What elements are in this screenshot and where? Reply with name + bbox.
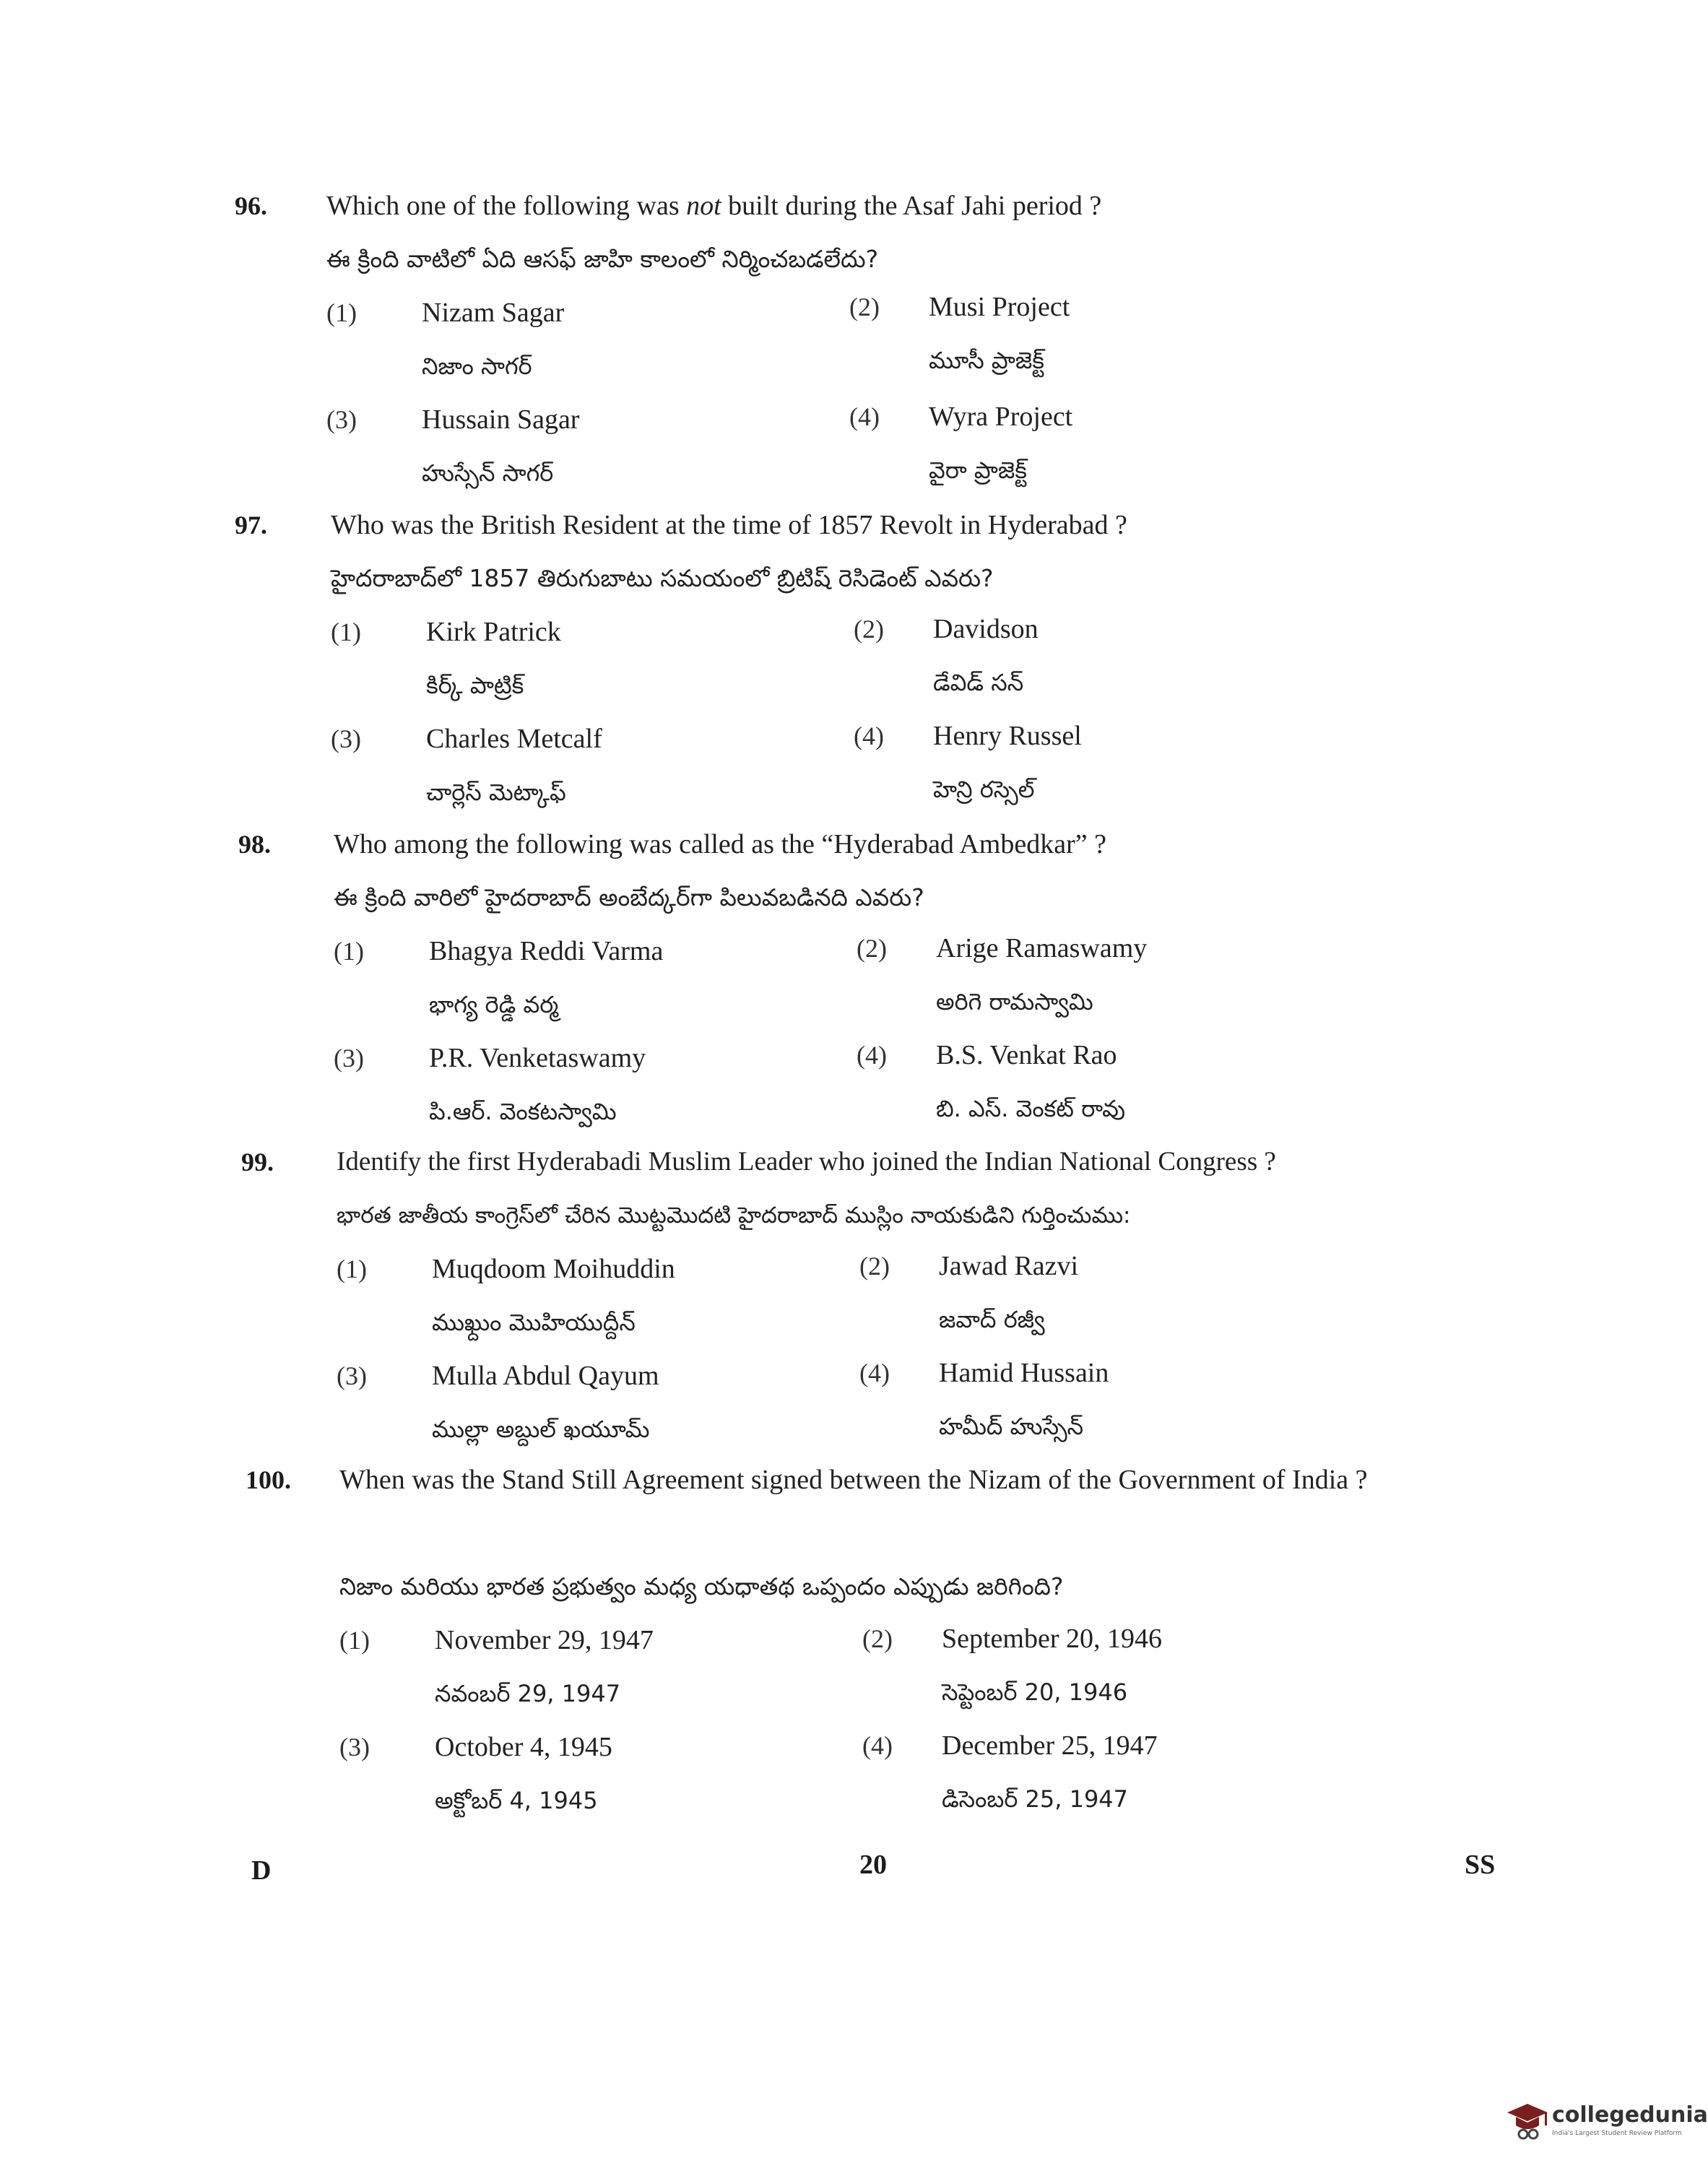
option-2[interactable] — [859, 1239, 1437, 1348]
option-text: Wyra Project — [929, 402, 1073, 432]
option-text: Mulla Abdul Qayum — [432, 1361, 659, 1391]
option-text-telugu: అరిగె రామస్వామి — [936, 988, 1093, 1015]
watermark-brand: collegedunia — [1552, 2102, 1708, 2128]
footer-left-code: D — [251, 1855, 272, 1886]
option-3[interactable] — [337, 1349, 914, 1457]
option-text-telugu: చార్లెస్ మెట్కాఫ్ — [426, 779, 566, 806]
option-text: Jawad Razvi — [939, 1251, 1079, 1281]
option-number: (1) — [331, 618, 361, 646]
question-number: 98. — [238, 830, 271, 859]
emphasis-not: not — [686, 191, 721, 221]
question-text: Identify the first Hyderabadi Muslim Leader who joined the Indian National Congress ? — [337, 1147, 1276, 1176]
option-3[interactable] — [326, 393, 904, 501]
option-number: (1) — [334, 937, 364, 966]
question-number: 96. — [235, 191, 267, 220]
option-text-telugu: మూసీ ప్రాజెక్ట్ — [929, 347, 1044, 374]
collegedunia-watermark — [1506, 2098, 1708, 2149]
question-number: 100. — [246, 1465, 291, 1494]
question-number: 97. — [235, 511, 267, 540]
graduate-cap-icon — [1506, 2101, 1549, 2141]
option-text-telugu: పి.ఆర్. వెంకటస్వామి — [429, 1098, 617, 1125]
option-2[interactable] — [849, 280, 1427, 389]
option-text: September 20, 1946 — [942, 1624, 1163, 1654]
option-number: (4) — [854, 722, 884, 750]
option-text: Muqdoom Moihuddin — [432, 1254, 675, 1284]
question-text-telugu: ఈ క్రింది వాటిలో ఏది ఆసఫ్ జాహి కాలంలో నిర్మించబడలేదు? — [326, 245, 879, 273]
option-text-telugu: డిసెంబర్ 25, 1947 — [942, 1785, 1129, 1813]
question-text: When was the Stand Still Agreement signed between the Nizam of the Government of India ? — [339, 1465, 1368, 1495]
option-2[interactable] — [862, 1612, 1440, 1720]
option-4[interactable] — [854, 709, 1431, 818]
option-text-telugu: హమీద్ హుస్సేన్ — [939, 1413, 1084, 1440]
option-text-telugu: హెన్రి రస్సెల్ — [933, 776, 1035, 803]
option-number: (3) — [337, 1361, 367, 1390]
option-1[interactable] — [337, 1242, 914, 1351]
option-number: (1) — [339, 1626, 370, 1655]
option-3[interactable] — [334, 1031, 911, 1140]
option-number: (3) — [339, 1733, 370, 1762]
question-text-telugu: నిజాం మరియు భారత ప్రభుత్వం మధ్య యధాతథ ఒప్పందం ఎప్పుడు జరిగింది? — [339, 1572, 1064, 1600]
option-4[interactable] — [857, 1028, 1434, 1137]
option-text: December 25, 1947 — [942, 1730, 1158, 1761]
question-text: Who among the following was called as the “Hyderabad Ambedkar” ? — [334, 829, 1106, 859]
option-number: (4) — [849, 402, 880, 431]
option-4[interactable] — [849, 390, 1427, 498]
option-text: B.S. Venkat Rao — [936, 1040, 1117, 1070]
option-text: Nizam Sagar — [422, 298, 565, 328]
option-text: Arige Ramaswamy — [936, 933, 1148, 963]
option-number: (4) — [857, 1041, 887, 1070]
option-1[interactable] — [334, 924, 911, 1033]
option-text-telugu: జవాద్ రజ్వీ — [939, 1306, 1045, 1333]
option-text-telugu: నిజాం సాగర్ — [422, 352, 532, 380]
option-text: Henry Russel — [933, 721, 1082, 751]
option-text: Kirk Patrick — [426, 617, 561, 647]
option-number: (4) — [862, 1731, 893, 1760]
option-text: Hamid Hussain — [939, 1358, 1109, 1388]
option-text-telugu: సెప్టెంబర్ 20, 1946 — [942, 1678, 1128, 1706]
option-text: Charles Metcalf — [426, 724, 602, 754]
option-number: (4) — [859, 1358, 890, 1387]
option-3[interactable] — [339, 1720, 917, 1829]
question-text: Who was the British Resident at the time of 1857 Revolt in Hyderabad ? — [331, 510, 1127, 540]
option-3[interactable] — [331, 712, 909, 820]
page-number: 20 — [859, 1850, 887, 1880]
option-text: Musi Project — [929, 292, 1070, 322]
option-text-telugu: ముఖ్దుం మొహియుద్దీన్ — [432, 1309, 636, 1336]
option-text: Davidson — [933, 614, 1039, 644]
question-text: Which one of the following was not built during the Asaf Jahi period ? — [326, 191, 1102, 221]
option-text-telugu: భాగ్య రెడ్డి వర్మ — [429, 991, 559, 1018]
option-text-telugu: ముల్లా అబ్దుల్ ఖయూమ్ — [432, 1416, 650, 1443]
option-text: November 29, 1947 — [435, 1625, 654, 1655]
option-text-telugu: అక్టోబర్ 4, 1945 — [435, 1787, 598, 1814]
option-text: Bhagya Reddi Varma — [429, 936, 664, 966]
option-text: Hussain Sagar — [422, 404, 580, 435]
option-text-telugu: కిర్క్ పాట్రిక్ — [426, 672, 524, 699]
footer-right-code: SS — [1465, 1850, 1496, 1880]
question-text-telugu: ఈ క్రింది వారిలో హైదరాబాద్ అంబేద్కర్‌గా పిలువబడినది ఎవరు? — [334, 883, 924, 911]
option-4[interactable] — [862, 1719, 1440, 1827]
option-2[interactable] — [854, 602, 1431, 711]
option-number: (1) — [337, 1254, 367, 1283]
option-2[interactable] — [857, 922, 1434, 1030]
option-number: (3) — [334, 1044, 364, 1072]
option-text-telugu: నవంబర్ 29, 1947 — [435, 1680, 621, 1707]
option-number: (1) — [326, 298, 357, 327]
option-number: (2) — [859, 1252, 890, 1280]
option-number: (2) — [857, 934, 887, 963]
option-number: (3) — [331, 724, 361, 753]
option-text: October 4, 1945 — [435, 1732, 612, 1762]
option-4[interactable] — [859, 1346, 1437, 1455]
option-text-telugu: బి. ఎస్. వెంకట్ రావు — [936, 1095, 1126, 1122]
option-text-telugu: హుస్సేన్ సాగర్ — [422, 459, 554, 487]
option-number: (2) — [849, 292, 880, 321]
question-text-telugu: భారత జాతీయ కాంగ్రెస్‌లో చేరిన మొట్టమొదటి హైదరాబాద్ ముస్లిం నాయకుడిని గుర్తించుము: — [337, 1202, 1131, 1228]
option-1[interactable] — [331, 605, 909, 714]
option-text: P.R. Venketaswamy — [429, 1043, 646, 1073]
option-number: (2) — [854, 615, 884, 644]
question-text-telugu: హైదరాబాద్‌లో 1857 తిరుగుబాటు సమయంలో బ్రిటిష్ రెసిడెంట్ ఎవరు? — [331, 564, 994, 592]
option-number: (2) — [862, 1624, 893, 1653]
option-number: (3) — [326, 405, 357, 434]
watermark-tagline: India's Largest Student Review Platform — [1552, 2130, 1682, 2137]
option-1[interactable] — [339, 1613, 917, 1722]
option-1[interactable] — [326, 286, 904, 394]
option-text-telugu: వైరా ప్రాజెక్ట్ — [929, 456, 1027, 484]
question-number: 99. — [241, 1148, 274, 1176]
option-text-telugu: డేవిడ్ సన్ — [933, 669, 1024, 696]
